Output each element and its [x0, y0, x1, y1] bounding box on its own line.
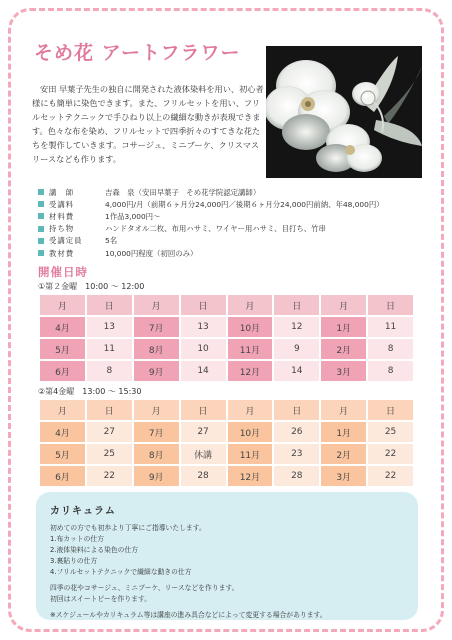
month-cell: 12月	[228, 361, 273, 381]
month-cell: 2月	[321, 339, 366, 359]
month-cell: 3月	[321, 361, 366, 381]
detail-label: 受講定員	[49, 236, 83, 246]
month-cell: 4月	[40, 422, 85, 442]
day-cell: 8	[87, 361, 132, 381]
table-row	[40, 361, 413, 381]
day-cell: 11	[368, 317, 413, 337]
header-cell: 月	[134, 400, 179, 420]
header-cell: 月	[228, 295, 273, 315]
day-cell: 8	[368, 339, 413, 359]
day-cell: 11	[87, 339, 132, 359]
month-cell: 9月	[134, 361, 179, 381]
month-cell: 7月	[134, 317, 179, 337]
detail-label: 材料費	[49, 211, 75, 221]
bullet-square-icon	[38, 238, 44, 244]
day-cell: 休講	[181, 444, 226, 464]
detail-row-instructor	[38, 186, 438, 198]
curriculum-line: 四季の花やコサージュ、ミニブーケ、リースなどを作ります。	[50, 584, 239, 592]
detail-label: 講 師	[49, 187, 75, 197]
day-cell: 26	[274, 422, 319, 442]
month-cell: 9月	[134, 466, 179, 486]
bullet-square-icon	[38, 250, 44, 256]
detail-value: 10,000円程度（初回のみ）	[105, 248, 198, 258]
header-cell: 日	[87, 295, 132, 315]
detail-value: 1作品3,000円～	[105, 211, 161, 221]
table-row	[40, 444, 413, 464]
day-cell: 8	[368, 361, 413, 381]
curriculum-box	[36, 492, 418, 620]
bullet-square-icon	[38, 201, 44, 207]
month-cell: 7月	[134, 422, 179, 442]
header-cell: 月	[228, 400, 273, 420]
day-cell: 9	[274, 339, 319, 359]
day-cell: 28	[181, 466, 226, 486]
day-cell: 14	[181, 361, 226, 381]
detail-row-belongings	[38, 223, 438, 235]
header-cell: 月	[321, 295, 366, 315]
month-cell: 5月	[40, 444, 85, 464]
day-cell: 27	[87, 422, 132, 442]
day-cell: 13	[87, 317, 132, 337]
detail-row-fee	[38, 198, 438, 210]
header-cell: 月	[134, 295, 179, 315]
month-cell: 6月	[40, 466, 85, 486]
month-cell: 1月	[321, 317, 366, 337]
month-cell: 10月	[228, 317, 273, 337]
table-row	[40, 317, 413, 337]
month-cell: 10月	[228, 422, 273, 442]
detail-label: 受講料	[49, 199, 75, 209]
header-cell: 日	[87, 400, 132, 420]
page-title: そめ花 アートフラワー	[34, 42, 241, 64]
day-cell: 28	[274, 466, 319, 486]
header-cell: 日	[274, 295, 319, 315]
day-cell: 23	[274, 444, 319, 464]
month-cell: 1月	[321, 422, 366, 442]
header-cell: 月	[40, 295, 85, 315]
white-flower-corsage-photo-icon	[266, 46, 422, 178]
table-header-row	[40, 400, 413, 420]
course2-label: ②第4金曜 13:00 ～ 15:30	[38, 387, 142, 396]
curriculum-title: カリキュラム	[50, 506, 116, 517]
curriculum-line: 4.フリルセットテクニックで繊細な動きの仕方	[50, 568, 192, 576]
detail-label: 持ち物	[49, 224, 75, 234]
detail-value: 吉森 泉（安田早葉子 そめ花学院認定講師）	[105, 187, 261, 197]
schedule-table-course2	[38, 398, 415, 488]
day-cell: 13	[181, 317, 226, 337]
detail-row-material-cost	[38, 210, 438, 222]
day-cell: 14	[274, 361, 319, 381]
table-header-row	[40, 295, 413, 315]
curriculum-note: ※スケジュールやカリキュラム等は講座の進み具合などによって変更する場合があります。	[50, 611, 327, 619]
curriculum-line: 1.布カットの仕方	[50, 535, 104, 543]
day-cell: 22	[87, 466, 132, 486]
schedule-heading: 開催日時	[38, 265, 88, 279]
month-cell: 6月	[40, 361, 85, 381]
month-cell: 2月	[321, 444, 366, 464]
bullet-square-icon	[38, 213, 44, 219]
month-cell: 11月	[228, 339, 273, 359]
header-cell: 月	[40, 400, 85, 420]
header-cell: 日	[181, 400, 226, 420]
table-row	[40, 466, 413, 486]
month-cell: 11月	[228, 444, 273, 464]
month-cell: 8月	[134, 444, 179, 464]
month-cell: 12月	[228, 466, 273, 486]
detail-value: 5名	[105, 236, 118, 246]
header-cell: 日	[368, 295, 413, 315]
course-details	[38, 186, 438, 259]
table-row	[40, 422, 413, 442]
intro-text: 安田 早葉子先生の独自に開発された液体染料を用い、初心者様にも簡単に染色できます。また、フリルセットを用い、フリルセットテクニックで手ひねり以上の繊細な動きが表現できます。色々な布を染め、フリルセットで四季折々のすてきな花たちを製作していきます。コサージュ、ミニブーケ、クリスマスリースなども作ります。	[32, 84, 264, 164]
month-cell: 5月	[40, 339, 85, 359]
month-cell: 3月	[321, 466, 366, 486]
detail-label: 教材費	[49, 248, 75, 258]
header-cell: 日	[368, 400, 413, 420]
month-cell: 4月	[40, 317, 85, 337]
detail-value: 4,000円/月（前期６ヶ月分24,000円／後期６ヶ月分24,000円前納、年48,000円）	[105, 199, 384, 209]
header-cell: 月	[321, 400, 366, 420]
header-cell: 日	[274, 400, 319, 420]
month-cell: 8月	[134, 339, 179, 359]
detail-row-textbook-cost	[38, 247, 438, 259]
schedule-table-course1	[38, 293, 415, 383]
table-row	[40, 339, 413, 359]
detail-value: ハンドタオル二枚、布用ハサミ、ワイヤー用ハサミ、目打ち、竹串	[105, 224, 326, 234]
course1-label: ①第２金曜 10:00 ～ 12:00	[38, 282, 145, 291]
day-cell: 25	[87, 444, 132, 464]
curriculum-line: 2.液体染料による染色の仕方	[50, 546, 139, 554]
flower-photo	[266, 46, 422, 178]
day-cell: 12	[274, 317, 319, 337]
bullet-square-icon	[38, 189, 44, 195]
day-cell: 25	[368, 422, 413, 442]
day-cell: 22	[368, 466, 413, 486]
day-cell: 27	[181, 422, 226, 442]
curriculum-line: 初回はスイートピーを作ります。	[50, 595, 152, 603]
header-cell: 日	[181, 295, 226, 315]
day-cell: 22	[368, 444, 413, 464]
day-cell: 10	[181, 339, 226, 359]
curriculum-line: 3.裏貼りの仕方	[50, 557, 98, 565]
detail-row-capacity	[38, 235, 438, 247]
bullet-square-icon	[38, 226, 44, 232]
curriculum-line: 初めての方でも初歩より丁寧にご指導いたします。	[50, 524, 206, 532]
